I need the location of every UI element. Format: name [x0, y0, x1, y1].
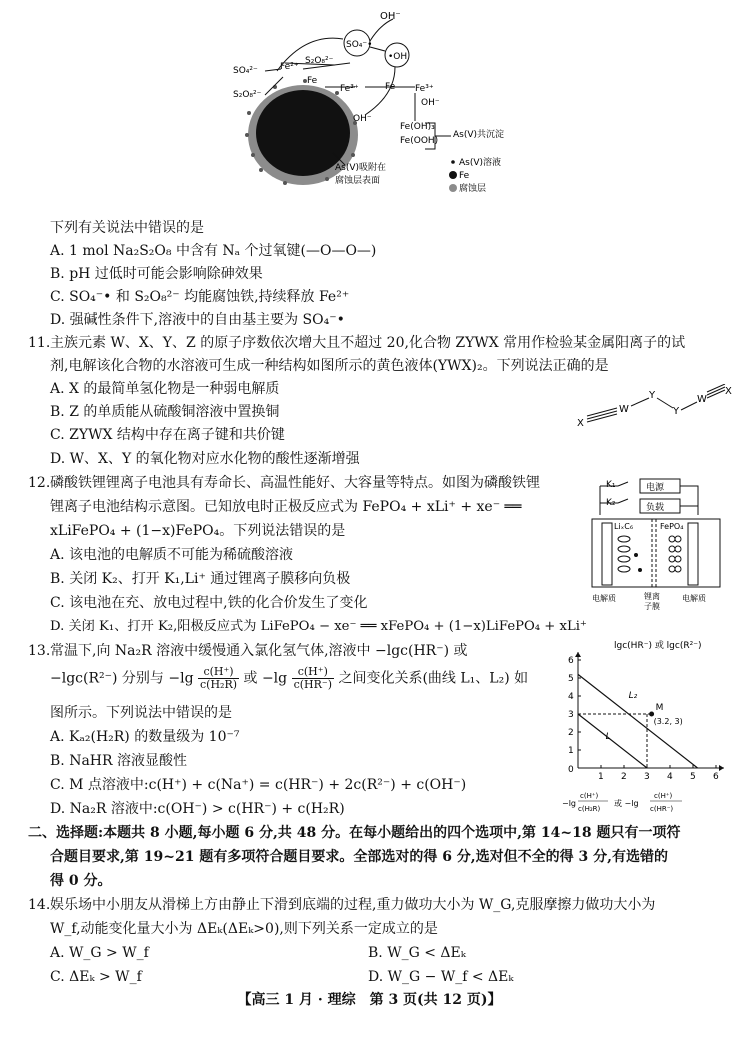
q13-stem-3: 图所示。下列说法中错误的是 [50, 705, 232, 721]
chart-x-axis-label [562, 792, 682, 813]
x-label-frac2-den: c(HR⁻) [650, 805, 674, 813]
origin-label: 0 [568, 765, 574, 775]
k1-label: K₁ [606, 480, 616, 490]
q11-option-b: B. Z 的单质能从硫酸铜溶液中置换铜 [50, 404, 280, 420]
series-label-l: L [605, 732, 611, 743]
q12-option-a: A. 该电池的电解质不可能为稀硫酸溶液 [50, 547, 294, 563]
atom-x2: X [725, 386, 732, 397]
page-footer: 【高三 1 月 · 理综 第 3 页(共 12 页)】 [237, 992, 502, 1008]
fe2-label: Fe²⁺ [280, 62, 299, 72]
q10-option-b: B. pH 过低时可能会影响除砷效果 [50, 266, 263, 282]
chart-series [578, 674, 698, 768]
q10-stem: 下列有关说法中错误的是 [50, 220, 204, 236]
electrolyte-right-label: 电解质 [682, 594, 706, 603]
q14-option-a: A. W_G > W_f [50, 945, 149, 961]
q11-option-a: A. X 的最简单氢化物是一种弱电解质 [50, 381, 280, 397]
oh-mid-label: OH⁻ [421, 98, 440, 108]
x-label-frac2-num: c(H⁺) [654, 792, 673, 800]
q13-stem-2c: 之间变化关系(曲线 L₁、L₂) 如 [338, 670, 529, 687]
q12-battery-diagram [588, 475, 728, 615]
oh-radical-label: •OH [388, 52, 408, 62]
y-tick-label: 5 [568, 674, 574, 684]
q13-option-a: A. Kₐ₂(H₂R) 的数量级为 10⁻⁷ [50, 729, 240, 745]
y-axis-arrow [575, 652, 581, 657]
q10-option-a: A. 1 mol Na₂S₂O₈ 中含有 Nₐ 个过氧键(—O—O—) [50, 243, 377, 259]
fe-arrow-label: Fe [307, 76, 318, 86]
legend-corr-label: 腐蚀层 [459, 184, 487, 194]
q13-stem-1: 常温下,向 Na₂R 溶液中缓慢通入氯化氢气体,溶液中 −lgc(HR⁻) 或 [50, 643, 468, 659]
x-tick-label: 1 [598, 772, 604, 782]
q13-frac2-den: c(HR⁻) [293, 678, 333, 692]
x-tick-label: 4 [667, 772, 673, 782]
fe3-mid-label: Fe³⁺ [340, 84, 359, 94]
section2-line-2: 合题目要求,第 19~21 题有多项符合题目要求。全部选对的得 6 分,选对但不全的得 3 分,有选错的 [50, 849, 669, 865]
q13-stem-2b: 或 −lg [243, 670, 288, 687]
q14-stem-1: 娱乐场中小朋友从滑梯上方由静止下滑到底端的过程,重力做功大小为 W_G,克服摩擦力做功大小为 [50, 897, 656, 913]
atom-y1: Y [649, 390, 656, 401]
load-label: 负载 [646, 503, 665, 513]
point-m-coord: (3.2, 3) [653, 717, 683, 726]
q13-chart [558, 636, 736, 820]
q13-frac1-den: c(H₂R) [200, 678, 238, 692]
adsorb-label-2: 腐蚀层表面 [335, 176, 381, 186]
q11-option-d: D. W、X、Y 的氧化物对应水化物的酸性逐渐增强 [50, 451, 360, 467]
feooh-label: Fe(OOH) [400, 136, 439, 146]
q12-option-d: D. 关闭 K₁、打开 K₂,阳极反应式为 LiFePO₄ − xe⁻ ══ xFePO₄ + (1−x)LiFePO₄ + xLi⁺ [50, 619, 587, 634]
power-label: 电源 [646, 483, 665, 493]
lic6-label: LiₓC₆ [614, 522, 634, 531]
so4-radical-label: SO₄⁻• [346, 40, 373, 50]
membrane-label-1: 锂离 [644, 592, 660, 601]
feoh3-label: Fe(OH)₃ [400, 122, 435, 132]
fe-right-label: Fe [385, 82, 396, 92]
q10-option-d: D. 强碱性条件下,溶液中的自由基主要为 SO₄⁻• [50, 312, 345, 328]
x-label-prefix: −lg [562, 799, 577, 808]
fepo4-label: FePO₄ [660, 522, 684, 531]
atom-w1: W [619, 404, 629, 415]
x-label-or: 或 −lg [614, 799, 639, 808]
s2o8-label: S₂O₈²⁻ [305, 56, 334, 66]
q11-option-c: C. ZYWX 结构中存在离子键和共价键 [50, 427, 285, 443]
y-tick-label: 1 [568, 746, 574, 756]
q12-number: 12. [28, 475, 51, 491]
oh-top-label: OH⁻ [380, 11, 401, 22]
chart-axes [575, 652, 724, 771]
x-label-frac1-den: c(H₂R) [578, 805, 601, 813]
q14-option-c: C. ΔEₖ > W_f [50, 969, 142, 985]
q13-frac1-num: c(H⁺) [198, 666, 239, 679]
q12-stem-3: xLiFePO₄ + (1−x)FePO₄。下列说法错误的是 [50, 523, 346, 539]
q13-fraction-2 [292, 666, 334, 691]
fe3-right-label: Fe³⁺ [415, 84, 434, 94]
membrane-label-2: 子膜 [644, 602, 660, 611]
q11-stem-2: 剂,电解该化合物的水溶液可生成一种结构如图所示的黄色液体(YWX)₂。下列说法正确的是 [50, 358, 609, 374]
q14-option-d: D. W_G − W_f < ΔEₖ [368, 969, 514, 985]
q13-option-d: D. Na₂R 溶液中:c(OH⁻) > c(HR⁻) + c(H₂R) [50, 801, 345, 817]
q13-fraction-1 [198, 666, 239, 691]
x-tick-label: 3 [644, 772, 650, 782]
q13-frac2-num: c(H⁺) [292, 666, 334, 679]
y-tick-label: 4 [568, 692, 574, 702]
x-axis-arrow [719, 765, 724, 771]
q12-stem-2: 锂离子电池结构示意图。已知放电时正极反应式为 FePO₄ + xLi⁺ + xe⁻ ══ [50, 499, 522, 515]
electrolyte-left-label: 电解质 [592, 594, 616, 603]
q13-stem-2a: −lgc(R²⁻) 分别与 −lg [50, 670, 194, 687]
chart-y-axis-label: lgc(HR⁻) 或 lgc(R²⁻) [614, 641, 702, 651]
section2-line-3: 得 0 分。 [50, 873, 112, 889]
point-m [649, 712, 654, 717]
chart-ticks [568, 656, 719, 782]
q14-number: 14. [28, 897, 51, 913]
q13-number: 13. [28, 643, 51, 659]
y-tick-label: 3 [568, 710, 574, 720]
q12-stem-1: 磷酸铁锂锂离子电池具有寿命长、高温性能好、大容量等特点。如图为磷酸铁锂 [50, 475, 540, 491]
atom-w2: W [697, 394, 707, 405]
q10-diagram [225, 5, 565, 195]
q14-stem-2: W_f,动能变化量大小为 ΔEₖ(ΔEₖ>0),则下列关系一定成立的是 [50, 921, 438, 937]
atom-x1: X [577, 418, 584, 429]
point-m-label: M [655, 703, 664, 713]
x-tick-label: 6 [713, 772, 719, 782]
q13-option-b: B. NaHR 溶液显酸性 [50, 753, 187, 769]
atom-y2: Y [673, 406, 680, 417]
q11-stem-1: 主族元素 W、X、Y、Z 的原子序数依次增大且不超过 20,化合物 ZYWX 常用作检验某金属阳离子的试 [50, 335, 686, 351]
k2-label: K₂ [606, 498, 616, 508]
x-tick-label: 2 [621, 772, 627, 782]
s2o8-left-label: S₂O₈²⁻ [233, 90, 262, 100]
y-tick-label: 2 [568, 728, 574, 738]
q11-number: 11. [28, 335, 51, 351]
x-label-frac1-num: c(H⁺) [580, 792, 599, 800]
series-label-l2: L₂ [628, 690, 638, 701]
so4-left-label: SO₄²⁻ [233, 66, 258, 76]
q13-option-c: C. M 点溶液中:c(H⁺) + c(Na⁺) = c(HR⁻) + 2c(R²⁻) + c(OH⁻) [50, 777, 467, 793]
y-tick-label: 6 [568, 656, 574, 666]
q12-option-c: C. 该电池在充、放电过程中,铁的化合价发生了变化 [50, 595, 368, 611]
q14-option-b: B. W_G < ΔEₖ [368, 945, 466, 961]
section2-line-1: 二、选择题:本题共 8 小题,每小题 6 分,共 48 分。在每小题给出的四个选项中,第 14~18 题只有一项符 [28, 825, 681, 841]
q13-stem-2 [50, 666, 528, 691]
oh-low-label: OH⁻ [353, 114, 372, 124]
legend-fe-label: Fe [459, 171, 470, 181]
legend-as-label: As(V)溶液 [459, 158, 502, 168]
series-line-1 [578, 714, 647, 768]
adsorb-label-1: As(V)吸附在 [335, 163, 387, 173]
x-tick-label: 5 [690, 772, 696, 782]
q11-structure [575, 384, 735, 434]
q10-option-c: C. SO₄⁻• 和 S₂O₈²⁻ 均能腐蚀铁,持续释放 Fe²⁺ [50, 289, 350, 305]
coprecip-label: As(V)共沉淀 [453, 130, 505, 140]
q12-option-b: B. 关闭 K₂、打开 K₁,Li⁺ 通过锂离子膜移向负极 [50, 571, 351, 587]
